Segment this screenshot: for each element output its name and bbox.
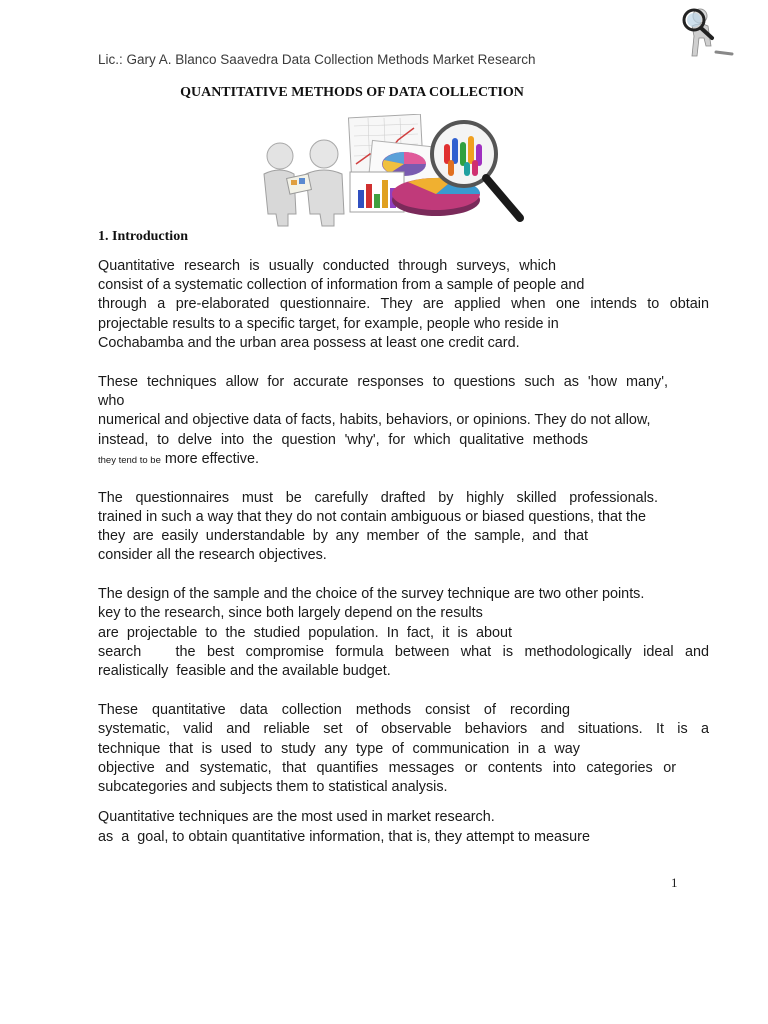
- document-title: QUANTITATIVE METHODS OF DATA COLLECTION: [180, 85, 524, 100]
- text-line: Quantitative research is usually conducted through surveys, which: [98, 258, 556, 274]
- magnifier-figure-icon: [678, 4, 740, 60]
- text-line: they are easily understandable by any member of the sample, and that: [98, 528, 588, 544]
- text-span: more effective.: [164, 451, 259, 467]
- text-line: subcategories and subjects them to statistical analysis.: [98, 779, 448, 795]
- running-header: Lic.: Gary A. Blanco Saavedra Data Collection Methods Market Research: [98, 52, 536, 67]
- text-line: The questionnaires must be carefully drafted by highly skilled professionals.: [98, 490, 658, 506]
- text-line: projectable results to a specific target, for example, people who reside in: [98, 316, 559, 332]
- text-line: instead, to delve into the question 'why', for which qualitative methods: [98, 432, 588, 448]
- text-line: key to the research, since both largely depend on the results: [98, 605, 483, 621]
- text-line: as a goal, to obtain quantitative information, that is, they attempt to measure: [98, 829, 590, 845]
- people-with-charts-illustration: [258, 114, 526, 228]
- text-line: These quantitative data collection methods consist of recording: [98, 702, 570, 718]
- text-line: through a pre-elaborated questionnaire. They are applied when one intends to obtain: [98, 296, 709, 312]
- text-line: consist of a systematic collection of information from a sample of people and: [98, 277, 585, 293]
- text-line: [98, 450, 259, 469]
- text-line: search the best compromise formula between what is methodologically ideal and: [98, 644, 709, 660]
- page-number: 1: [671, 875, 678, 890]
- text-line: are projectable to the studied population. In fact, it is about: [98, 625, 512, 641]
- text-line: consider all the research objectives.: [98, 547, 327, 563]
- section-heading: 1. Introduction: [98, 229, 188, 244]
- text-line: These techniques allow for accurate responses to questions such as 'how many',: [98, 374, 668, 390]
- text-line: realistically feasible and the available budget.: [98, 663, 391, 679]
- text-line: numerical and objective data of facts, habits, behaviors, or opinions. They do not allow,: [98, 412, 651, 428]
- text-line: Cochabamba and the urban area possess at least one credit card.: [98, 335, 520, 351]
- text-line: systematic, valid and reliable set of observable behaviors and situations. It is a: [98, 721, 709, 737]
- small-text: they tend to be: [98, 455, 161, 466]
- text-line: Quantitative techniques are the most used in market research.: [98, 809, 495, 825]
- text-line: trained in such a way that they do not contain ambiguous or biased questions, that the: [98, 509, 646, 525]
- text-line: technique that is used to study any type of communication in a way: [98, 741, 580, 757]
- people-figures: [264, 140, 344, 226]
- text-line: The design of the sample and the choice of the survey technique are two other points.: [98, 586, 645, 602]
- text-line: who: [98, 393, 125, 409]
- text-line: objective and systematic, that quantifies messages or contents into categories or: [98, 760, 676, 776]
